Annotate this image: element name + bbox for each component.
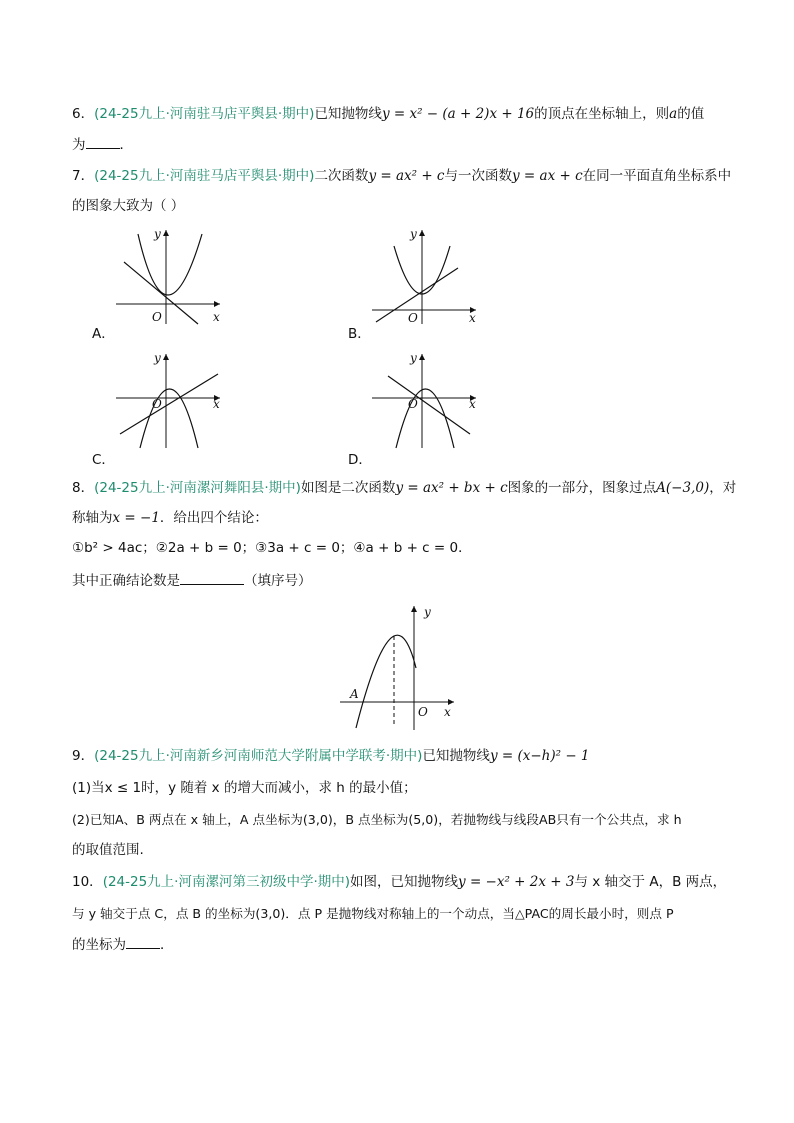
q10-answer-blank[interactable]: [126, 934, 160, 949]
q7-option-c-label[interactable]: C．: [92, 452, 115, 468]
q8-line4: [72, 570, 312, 591]
q6-number: 6．: [72, 106, 95, 122]
x-label: x: [213, 397, 220, 411]
q8-text-d: 称轴为: [72, 510, 113, 526]
origin-label: O: [418, 705, 428, 719]
x-axis-arrow: [214, 301, 220, 307]
q10-number: 10．: [72, 874, 103, 890]
q8-formula: y = ax² + bx + c: [395, 480, 508, 496]
q8-line2: [72, 508, 268, 528]
q8-text-c: ，对: [709, 480, 737, 496]
q10-end: ．: [160, 937, 174, 953]
y-axis-arrow: [163, 230, 169, 236]
y-axis-arrow: [419, 354, 425, 360]
y-label: y: [410, 351, 417, 365]
q10-text-line3: 的坐标为: [72, 937, 126, 953]
q9-part2-line1: (2)已知A、B 两点在 x 轴上，A 点坐标为(3,0)，B 点坐标为(5,0)，若抛物线与线段AB只有一个公共点，求 h: [72, 812, 682, 827]
y-label: y: [424, 605, 431, 619]
q8-suffix: （填序号）: [244, 573, 312, 589]
q8-answer-blank[interactable]: [180, 570, 244, 585]
y-label: y: [154, 351, 161, 365]
q9-text-a: 已知抛物线: [422, 748, 490, 764]
q7-option-b-graph[interactable]: [366, 226, 486, 326]
q8-source: (24-25九上·河南漯河舞阳县·期中): [94, 480, 301, 496]
q9-formula: y = (x−h)² − 1: [489, 748, 590, 764]
point-a-label: A: [350, 687, 359, 701]
q7-number: 7．: [72, 168, 95, 184]
q6-text-c: 的值: [677, 106, 705, 122]
q7-option-d-label[interactable]: D．: [348, 452, 372, 468]
y-axis-arrow: [419, 230, 425, 236]
q8-figure: [336, 600, 460, 732]
q10-line1: [72, 872, 726, 892]
q9-line1: [72, 746, 590, 766]
q6-text-d: 为: [72, 137, 86, 153]
q7-text-c: 在同一平面直角坐标系中: [582, 168, 732, 184]
y-axis-arrow: [163, 354, 169, 360]
origin-label: O: [408, 311, 418, 325]
line: [388, 376, 470, 434]
q6-answer-blank[interactable]: [86, 134, 120, 149]
q6-text-b: 的顶点在坐标轴上，则: [534, 106, 670, 122]
origin-label: O: [152, 397, 162, 411]
q7-line1: [72, 166, 731, 186]
q8-text-b: 图象的一部分，图象过点: [507, 480, 657, 496]
q8-text-e: ．给出四个结论：: [159, 510, 268, 526]
q7-text-a: 二次函数: [314, 168, 369, 184]
q10-source: (24-25九上·河南漯河第三初级中学·期中): [102, 874, 351, 890]
line: [120, 374, 218, 434]
q6-line1: [72, 104, 704, 124]
q10-formula: y = −x² + 2x + 3: [458, 874, 575, 890]
y-label: y: [410, 227, 417, 241]
q6-text-a: 已知抛物线: [314, 106, 382, 122]
q7-text-b: 与一次函数: [444, 168, 512, 184]
q7-text-d: 的图象大致为（ ）: [72, 198, 185, 214]
q7-formula2: y = ax + c: [512, 168, 583, 184]
y-label: y: [154, 227, 161, 241]
q7-option-a-label[interactable]: A．: [92, 326, 115, 342]
q6-end: ．: [119, 137, 133, 153]
q7-option-c-graph[interactable]: [110, 350, 230, 450]
q9-part2-line2: 的取值范围.: [72, 842, 144, 858]
q6-source: (24-25九上·河南驻马店平舆县·期中): [94, 106, 315, 122]
origin-label: O: [408, 397, 418, 411]
q7-option-d-graph[interactable]: [366, 350, 486, 450]
q7-formula1: y = ax² + c: [368, 168, 445, 184]
q9-source: (24-25九上·河南新乡河南师范大学附属中学联考·期中): [94, 748, 423, 764]
origin-label: O: [152, 310, 162, 324]
q8-point: A(−3,0): [656, 480, 710, 496]
q7-line2: [72, 196, 184, 216]
q8-conclusions: ①b² > 4ac；②2a + b = 0；③3a + c = 0；④a + b + c = 0．: [72, 540, 472, 556]
q6-var: a: [669, 106, 678, 122]
x-label: x: [213, 310, 220, 324]
y-axis-arrow: [411, 606, 417, 612]
q8-line1: [72, 478, 736, 498]
q7-source: (24-25九上·河南驻马店平舆县·期中): [94, 168, 315, 184]
q6-formula: y = x² − (a + 2)x + 16: [381, 106, 535, 122]
q8-number: 8．: [72, 480, 95, 496]
q10-line3: [72, 934, 174, 955]
parabola: [356, 635, 416, 728]
q8-prompt: 其中正确结论数是: [72, 573, 180, 589]
x-label: x: [469, 311, 476, 325]
q9-part1: (1)当x ≤ 1时，y 随着 x 的增大而减小，求 h 的最小值；: [72, 780, 417, 796]
q10-line2: 与 y 轴交于点 C，点 B 的坐标为(3,0)．点 P 是抛物线对称轴上的一个动点，当△PAC的周长最小时，则点 P: [72, 906, 674, 921]
q8-axis-eq: x = −1: [112, 510, 160, 526]
x-label: x: [469, 397, 476, 411]
q10-text-a: 如图，已知抛物线: [350, 874, 459, 890]
q6-line2: [72, 134, 133, 155]
q8-text-a: 如图是二次函数: [300, 480, 396, 496]
q9-number: 9．: [72, 748, 95, 764]
parabola: [138, 234, 202, 295]
q7-option-b-label[interactable]: B．: [348, 326, 371, 342]
x-label: x: [444, 705, 451, 719]
q7-option-a-graph[interactable]: [110, 226, 230, 326]
q10-text-b: 与 x 轴交于 A，B 两点，: [574, 874, 727, 890]
